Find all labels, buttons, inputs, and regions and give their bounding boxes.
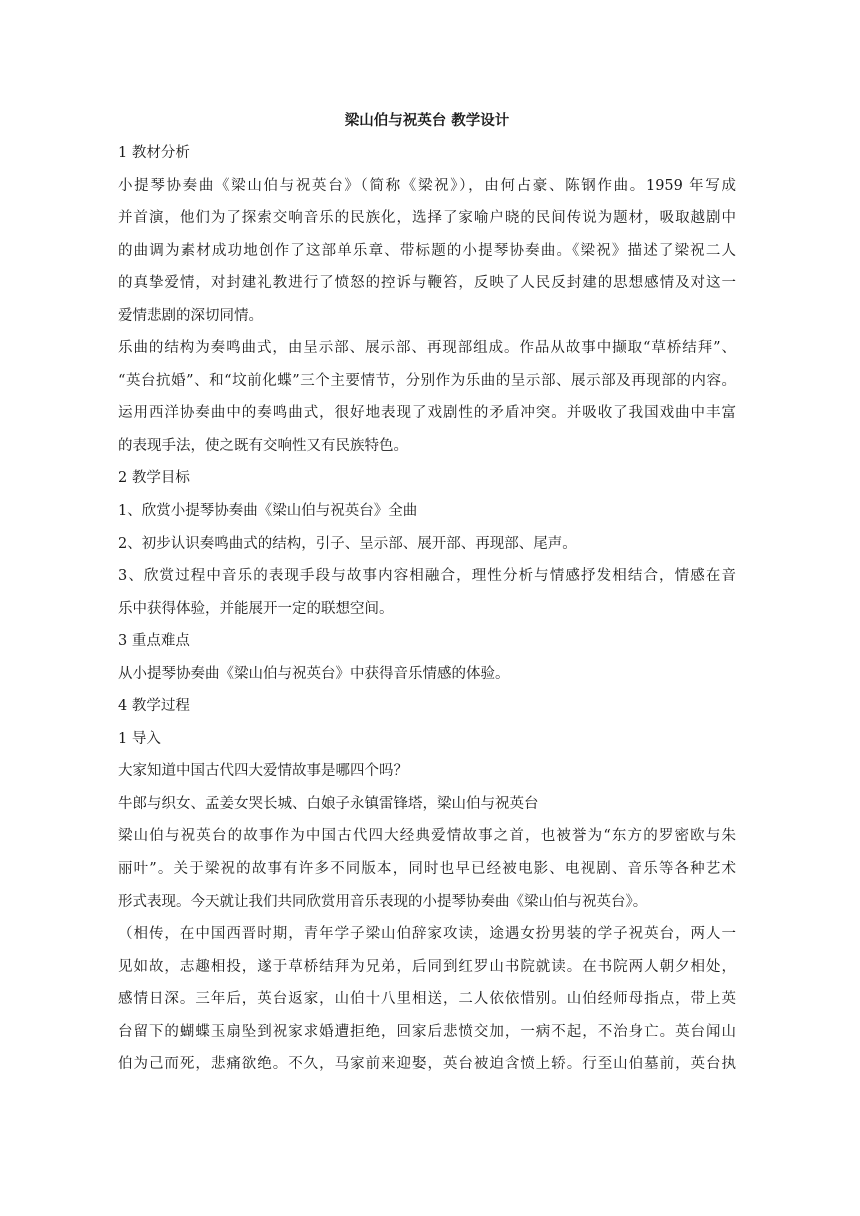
text-line: 乐中获得体验，并能展开一定的联想空间。 (118, 600, 394, 617)
text-line: 大家知道中国古代四大爱情故事是哪四个吗？ (118, 763, 408, 780)
text-line: （相传，在中国西晋时期，青年学子梁山伯辞家攻读，途遇女扮男装的学子祝英台，两人一 (118, 926, 736, 943)
text-line: 并首演，他们为了探索交响音乐的民族化，选择了家喻户晓的民间传说为题材，吸取越剧中 (118, 210, 736, 227)
text-line: 2 教学目标 (118, 470, 190, 487)
text-line: 见如故，志趣相投，遂于草桥结拜为兄弟，后同到红罗山书院就读。在书院两人朝夕相处， (118, 958, 736, 975)
text-line: 1、欣赏小提琴协奏曲《梁山伯与祝英台》全曲 (118, 503, 418, 520)
text-line: 4 教学过程 (118, 698, 190, 715)
text-line: 运用西洋协奏曲中的奏鸣曲式，很好地表现了戏剧性的矛盾冲突。并吸收了我国戏曲中丰富 (118, 405, 736, 422)
document-body (118, 110, 736, 1086)
text-line: 乐曲的结构为奏鸣曲式，由呈示部、展示部、再现部组成。作品从故事中撷取“草桥结拜”、 (118, 340, 736, 357)
text-line: “英台抗婚”、和“坟前化蝶”三个主要情节，分别作为乐曲的呈示部、展示部及再现部的内容。 (118, 372, 736, 389)
text-line: 2、初步认识奏鸣曲式的结构，引子、呈示部、展开部、再现部、尾声。 (118, 535, 577, 552)
text-line: 的表现手法，使之既有交响性又有民族特色。 (118, 437, 408, 454)
text-line: 1 导入 (118, 730, 161, 747)
document-title: 梁山伯与祝英台 教学设计 (344, 113, 510, 129)
text-line: 3 重点难点 (118, 633, 190, 650)
text-line: 小提琴协奏曲《梁山伯与祝英台》（简称《梁祝》），由何占豪、陈钢作曲。1959 年写成 (118, 177, 736, 194)
text-line: 形式表现。今天就让我们共同欣赏用音乐表现的小提琴协奏曲《梁山伯与祝英台》。 (118, 893, 648, 910)
text-line: 1 教材分析 (118, 145, 190, 161)
text-line: 3、欣赏过程中音乐的表现手段与故事内容相融合，理性分析与情感抒发相结合，情感在音 (118, 568, 736, 585)
text-line: 的曲调为素材成功地创作了这部单乐章、带标题的小提琴协奏曲。《梁祝》描述了梁祝二人 (118, 242, 736, 259)
text-line: 梁山伯与祝英台的故事作为中国古代四大经典爱情故事之首，也被誉为“东方的罗密欧与朱 (118, 828, 736, 845)
text-lines (118, 142, 736, 1075)
text-line: 丽叶”。关于梁祝的故事有许多不同版本，同时也早已经被电影、电视剧、音乐等各种艺术 (118, 861, 736, 878)
text-line: 台留下的蝴蝶玉扇坠到祝家求婚遭拒绝，回家后悲愤交加，一病不起，不治身亡。英台闻山 (118, 1023, 736, 1040)
text-line: 爱情悲剧的深切同情。 (118, 307, 263, 324)
text-line: 的真挚爱情，对封建礼教进行了愤怒的控诉与鞭笞，反映了人民反封建的思想感情及对这一 (118, 275, 736, 292)
text-line: 牛郎与织女、孟姜女哭长城、白娘子永镇雷锋塔，梁山伯与祝英台 (118, 795, 539, 812)
text-line: 感情日深。三年后，英台返家，山伯十八里相送，二人依依惜别。山伯经师母指点，带上英 (118, 991, 736, 1008)
text-line: 从小提琴协奏曲《梁山伯与祝英台》中获得音乐情感的体验。 (118, 665, 510, 682)
text-line: 伯为己而死，悲痛欲绝。不久，马家前来迎娶，英台被迫含愤上轿。行至山伯墓前，英台执 (118, 1056, 736, 1073)
